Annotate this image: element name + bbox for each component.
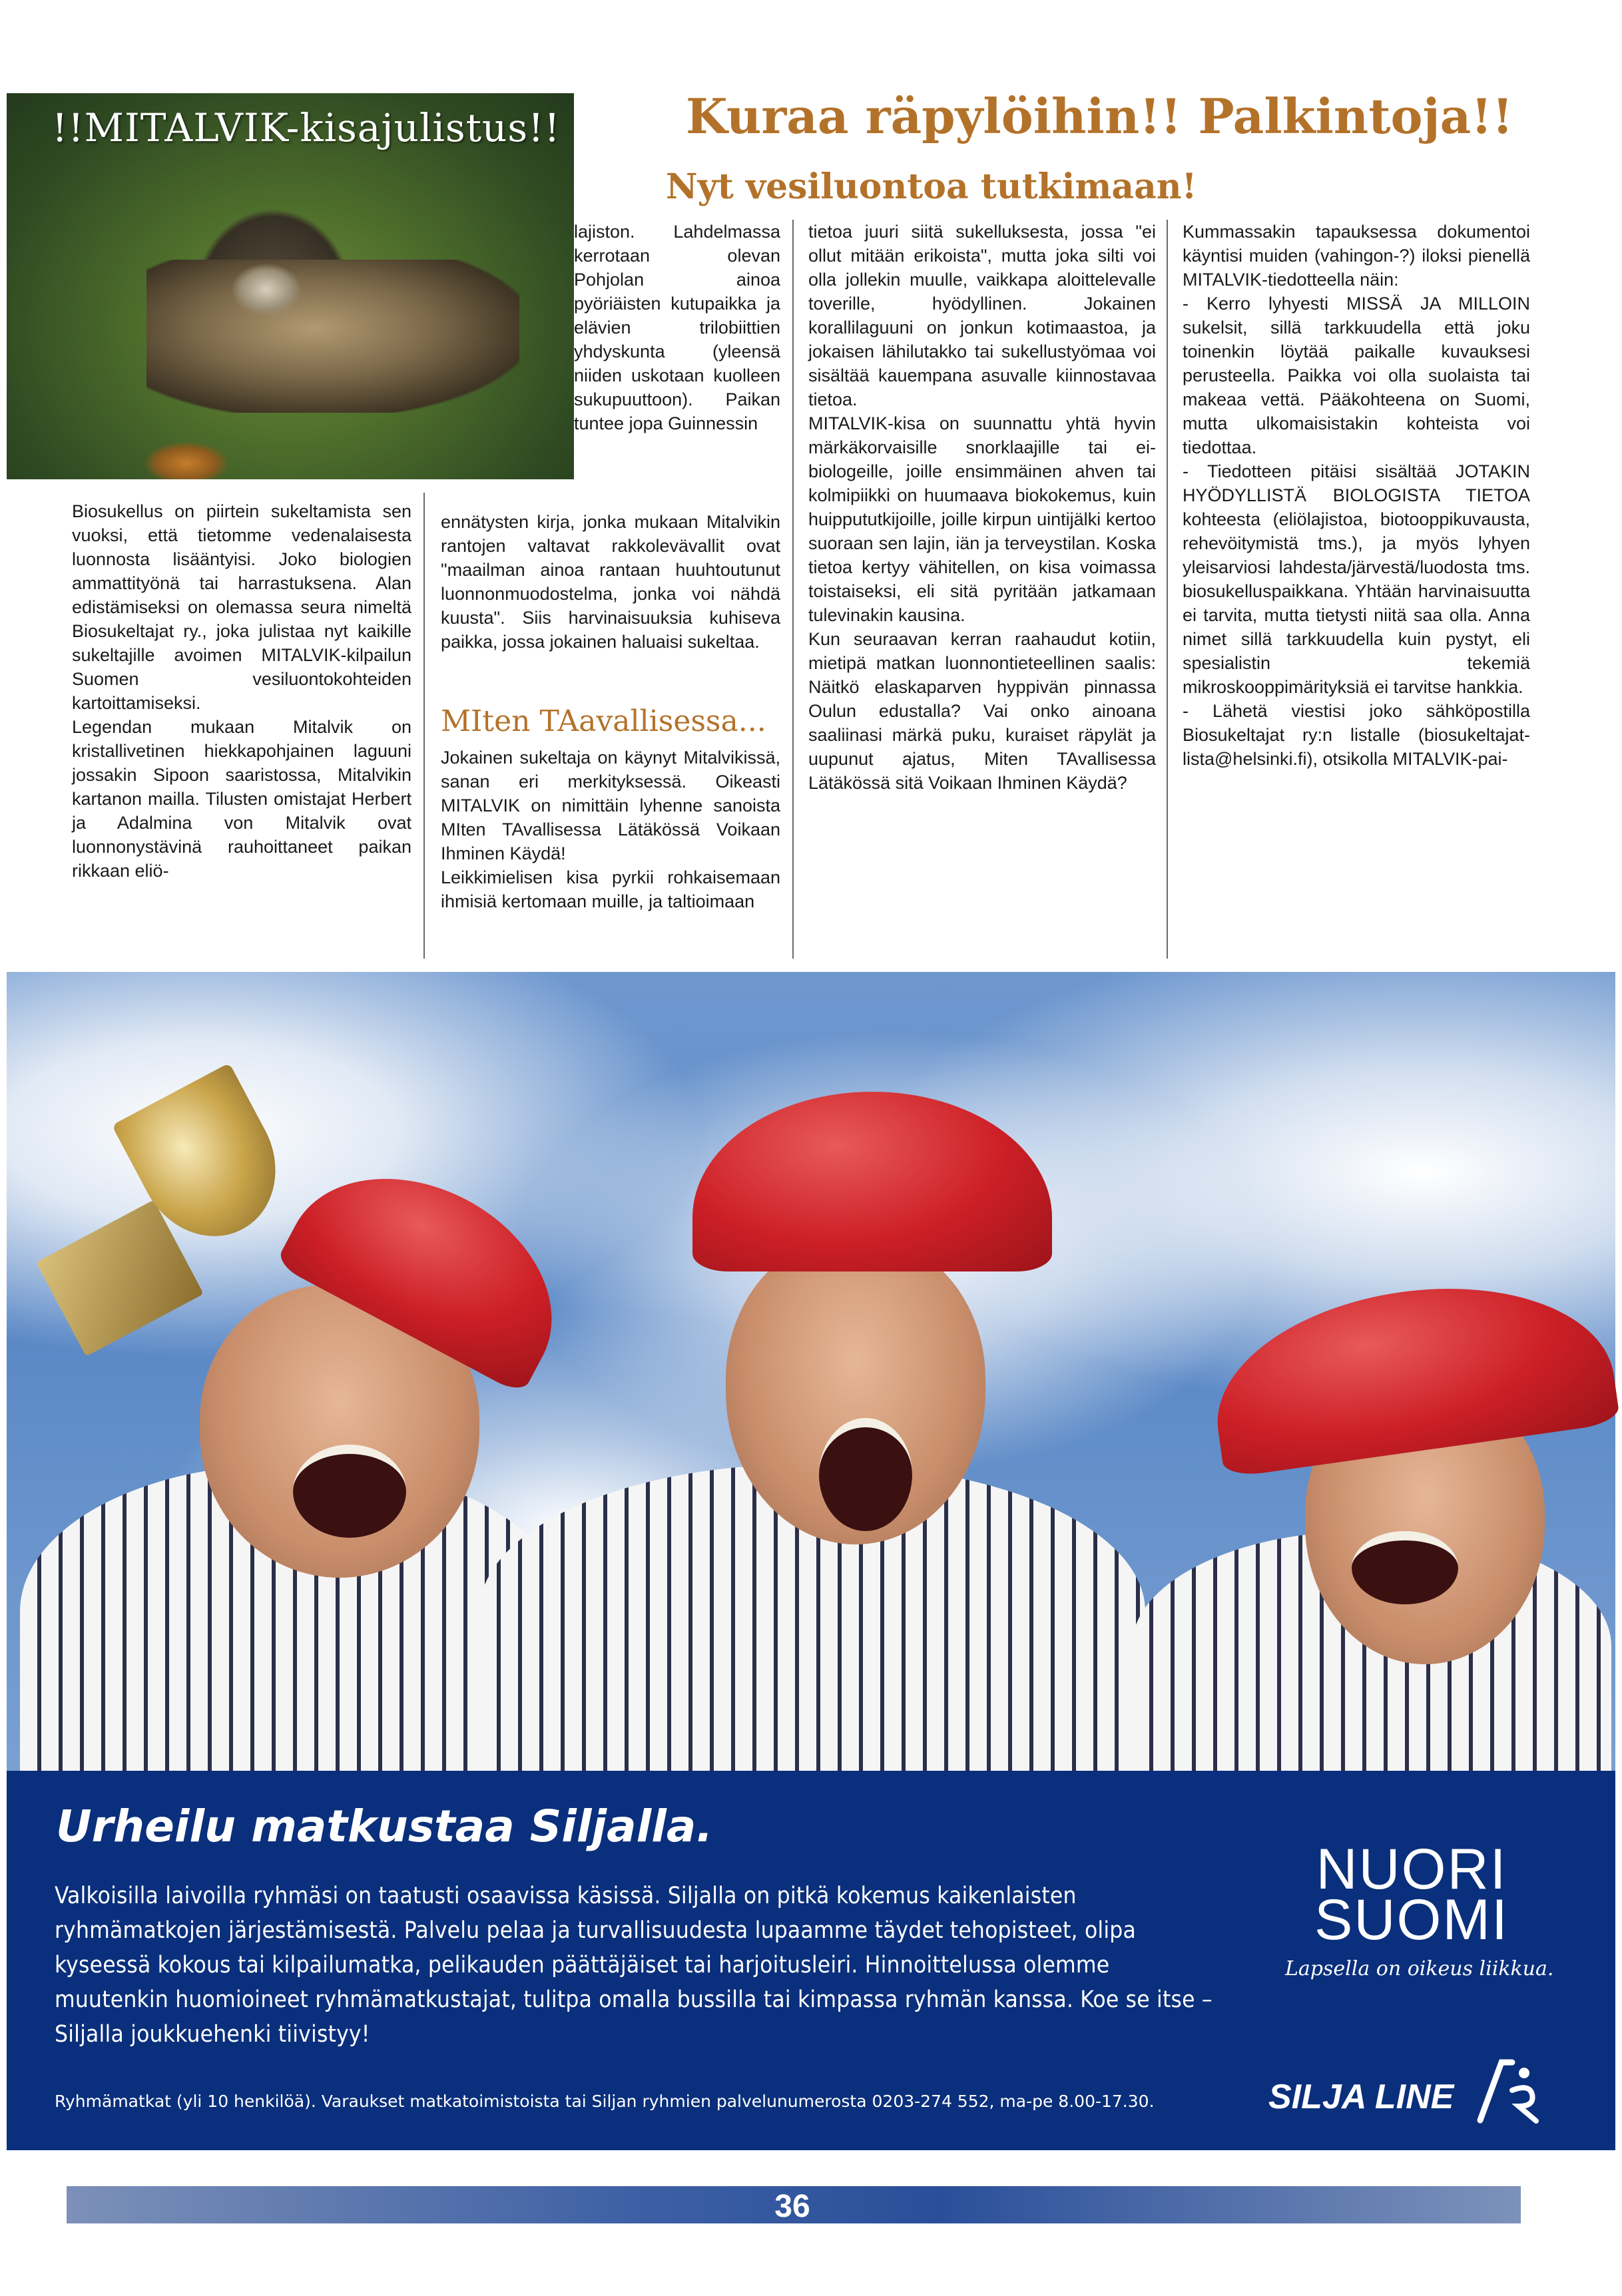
logo-line: SUOMI	[1314, 1888, 1509, 1952]
paragraph: Jokainen sukeltaja on käynyt Mitalvikissä, sanan eri merkityksessä. Oikeasti MITALVIK on nimittäin lyhenne sanoista MIten TAvallisessa Lätäkössä Voikaan Ihminen Käydä!	[441, 748, 780, 863]
advert-title: Urheilu matkustaa Siljalla.	[56, 1801, 713, 1852]
seaweed-shape	[140, 439, 233, 479]
column-divider	[1167, 220, 1168, 959]
rock-shape	[146, 260, 519, 413]
article-column-2-middle	[441, 510, 780, 654]
silja-seal-icon	[1475, 2057, 1548, 2124]
crab-shape	[226, 260, 306, 320]
advert-footer: Ryhmämatkat (yli 10 henkilöä). Varaukset matkatoimistoista tai Siljan ryhmien palvelunumerosta 0203-274 552, ma-pe 8.00-17.30.	[55, 2092, 1155, 2111]
advert-body: Valkoisilla laivoilla ryhmäsi on taatusti osaavissa käsissä. Siljalla on pitkä kokemus kaikenlaisten ryhmämatkojen järjestämisestä. Palvelu pelaa ja turvallisuudesta lupaamme täydet tehopisteet, olipa kyseessä kokous tai kilpailumatka, pelikauden päättäjäiset tai harjoitusleiri. Hinnoittelussa olemme muutenkin huomioineet ryhmämatkustajat, tulitpa omalla bussilla tai kimpassa ryhmän kanssa. Koe se itse – Siljalla joukkuehenki tiivistyy!	[55, 1883, 1213, 2048]
column-divider	[423, 493, 425, 959]
photo-title: !!MITALVIK-kisajulistus!!	[52, 105, 561, 150]
logo-line: NUORI	[1316, 1837, 1507, 1901]
nuori-suomi-logo	[1302, 1837, 1521, 1952]
article-column-4	[1183, 220, 1530, 771]
article-column-2-top	[574, 220, 780, 435]
paragraph: ennätysten kirja, jonka mukaan Mitalvikin rantojen valtavat rakkolevävallit ovat "maailman ainoa rantaan huuhtoutunut luonnonmuodostelma, jonka voi nähdä kuusta". Siis harvinaisuuksia kuhiseva paikka, jossa jokainen haluaisi sukeltaa.	[441, 512, 780, 652]
paragraph: Kun seuraavan kerran raahaudut kotiin, mietipä matkan luonnontieteellinen saalis: Näitkö elaskaparven hyppivän pinnassa Oulun edustalla? Vai onko ainoana saaliinasi märkä puku, kuraiset räpylät ja uupunut ajatus, Miten TAvallisessa Lätäkössä sitä Voikaan Ihminen Käydä?	[808, 629, 1156, 793]
paragraph: - Lähetä viestisi joko sähköpostilla Biosukeltajat ry:n listalle (biosukeltajat-lista@helsinki.fi), otsikolla MITALVIK-pai-	[1183, 701, 1530, 769]
article-column-3	[808, 220, 1156, 795]
paragraph: - Tiedotteen pitäisi sisältää JOTAKIN HYÖDYLLISTÄ BIOLOGISTA TIETOA kohteesta (eliölajistoa, biotooppikuvausta, rehevöitymistä tms.), ja myös lyhyen yleisarviosi lahdesta/järvestä/luodosta tms. biosukelluspaikkana. Yhtään harvinaisuutta ei tarvita, mutta tietysti niitä saa olla. Anna nimet sillä tarkkuudella kuin pystyt, eli spesialistin tekemiä mikroskooppimärityksiä ei tarvitse hankkia.	[1183, 461, 1530, 697]
paragraph: tietoa juuri siitä sukelluksesta, jossa "ei ollut mitään erikoista", mutta joka silti voi olla jollekin muulle, vaikkapa aloittelevalle toverille, hyödyllinen. Jokainen korallilaguuni on jonkun kotimaastoa, ja jokaisen lähilutakko tai sukellustyömaa voi sisältää kauempana asuvalle kiinnostavaa tietoa.	[808, 222, 1156, 409]
paragraph: lajiston. Lahdelmassa kerrotaan olevan Pohjolan ainoa pyöriäisten kutupaikka ja elävien trilobiittien yhdyskunta (yleensä niiden uskotaan kuolleen sukupuuttoon). Paikan tuntee jopa Guinnessin	[574, 222, 780, 433]
article-headline: Kuraa räpylöihin!! Palkintoja!!	[686, 88, 1513, 144]
crab-photo	[7, 93, 574, 479]
paragraph: MITALVIK-kisa on suunnattu yhtä hyvin märkäkorvaisille snorklaajille tai ei-biologeille, joille ensimmäinen ahven tai kolmipiikki on huumaava biokokemus, kuin huippututkijoille, joille kirpun uintijälki kertoo suoraan sen lajin, iän ja terveystilan. Koska tietoa kertyy vähitellen, on kisa voimassa toistaiseksi, eli sitä pyritään jatkamaan tulevinakin kausina.	[808, 413, 1156, 625]
article-column-2-bottom	[441, 746, 780, 913]
page-number: 36	[774, 2189, 810, 2224]
section-subheading: MIten TAavallisessa...	[441, 704, 766, 738]
article-column-1	[72, 499, 411, 883]
paragraph: Leikkimielisen kisa pyrkii rohkaisemaan ihmisiä kertomaan muille, ja taltioimaan	[441, 867, 780, 911]
paragraph: Kummassakin tapauksessa dokumentoi käyntisi muiden (vahingon-?) iloksi pienellä MITALVIK-tiedotteella näin:	[1183, 222, 1530, 290]
paragraph: Biosukellus on piirtein sukeltamista sen vuoksi, että tietomme vedenalaisesta luonnosta lisääntyisi. Joko biologien ammattityönä tai harrastuksena. Alan edistämiseksi on olemassa seura nimeltä Biosukeltajat ry., joka julistaa nyt kaikille sukeltajille avoimen MITALVIK-kilpailun Suomen vesiluontokohteiden kartoittamiseksi.	[72, 501, 411, 713]
nuori-suomi-tagline: Lapsella on oikeus liikkua.	[1285, 1957, 1554, 1980]
column-divider	[792, 220, 794, 959]
paragraph: Legendan mukaan Mitalvik on kristallivetinen hiekkapohjainen laguuni jossakin Sipoon saaristossa, Mitalvikin kartanon mailla. Tilusten omistajat Herbert ja Adalmina von Mitalvik ovat luonnonystävinä rauhoittaneet paikan rikkaan eliö-	[72, 717, 411, 881]
paragraph: - Kerro lyhyesti MISSÄ JA MILLOIN sukelsit, sillä tarkkuudella että joku toinenkin löytää paikalle kuvauksesi perusteella. Paikka voi olla suolaista tai makeaa vettä. Pääkohteena on Suomi, mutta ulkomaisistakin kohteista voi tiedottaa.	[1183, 294, 1530, 457]
silja-line-logo: SILJA LINE	[1268, 2078, 1454, 2116]
article-subheadline: Nyt vesiluontoa tutkimaan!	[666, 166, 1197, 207]
